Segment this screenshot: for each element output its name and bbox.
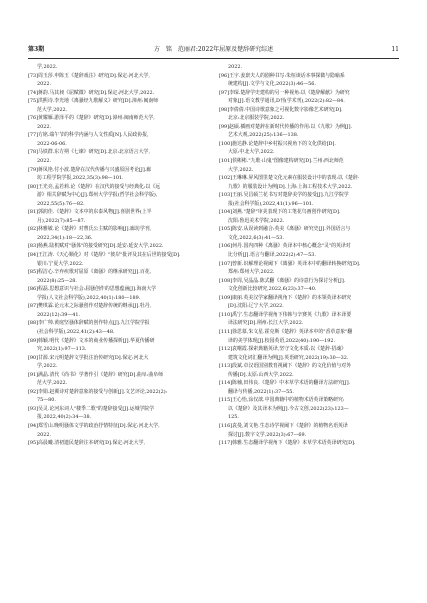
reference-entry-line: [115]王心怡,涂仅歆.中国典籍中的植物术语英译策略研究: — [219, 397, 345, 404]
references-right-column — [219, 63, 399, 448]
reference-entry-line: [110]禹宁.生态翻译学视角下伟韩与辛赛英《九歌》译本译要 — [219, 311, 352, 318]
reference-continuation-line: (社会科学版),2022,41(2):43—48. — [37, 328, 115, 335]
reference-entry-line: [82]林雅敏.论《楚辞》对曹氏公主赋的影响[J].廊坊学刊, — [28, 226, 152, 233]
reference-continuation-line: [D].沈阳:辽宁大学,2022. — [228, 303, 284, 310]
reference-continuation-line: 2022. — [37, 81, 52, 88]
reference-entry-line: [107]曾新.识解理论视阈下《离骚》英译本中的翻译转换研究[D]. — [219, 260, 361, 267]
reference-continuation-line: 游》相关辞赋为中心[J].郑州大学学报(哲学社会科学版), — [37, 192, 158, 199]
reference-continuation-line: 2022. — [37, 158, 52, 165]
reference-entry-line: [101]侯彬彬."九歌·山鬼"图像建构研究[D].兰州:西北师范 — [219, 158, 344, 165]
reference-continuation-line: 文化,2022,6(3):41—53. — [228, 234, 284, 241]
reference-entry-line: [93]吴灵.论河东词人"楼季二歌"的楚辞接受[J].运城学院学 — [28, 405, 155, 412]
reference-continuation-line: 大原:中北大学,2022. — [228, 149, 275, 156]
reference-continuation-line: 文化创新比较研究,2022,6(23):37—40. — [228, 286, 317, 293]
reference-continuation-line: 2022,55(5):76—82. — [37, 200, 85, 207]
reference-entry-line: [95]高晨曦.清初遗民楚辞注本研究[D].保定:河北大学, — [28, 440, 146, 447]
reference-continuation-line: 2022. — [37, 123, 52, 130]
reference-entry-line: [89]韩颖.明代《楚辞》文本的商业传播探析[J].华夏传播研 — [28, 337, 155, 344]
reference-entry-line: [73]周玉莎.申陈玉《楚辞戏注》研究[D].保定:河北大学, — [28, 72, 150, 79]
issue-number: 第3期 — [28, 46, 45, 53]
reference-entry-line: [108]李周,吴晶晶.陈式翻《离骚》的诗意行为探讨分析[J]. — [219, 277, 346, 284]
reference-continuation-line: 以《楚辞》及其译本为例[J].今古文创,2022(23):123— — [228, 405, 349, 412]
reference-continuation-line: 大学,2022. — [228, 166, 254, 173]
reference-entry-line: [85]程洁心.辛弃疾歌对屈原《离骚》的继承研究[J].百花, — [28, 269, 152, 276]
reference-entry-line: [92]李娟.赵翼诗对楚辞意象的接受与创新[J].文艺评论,2022(2): — [28, 388, 168, 395]
running-title: 方 铭 范丽君:2022年屈原及楚辞研究综述 — [153, 46, 274, 53]
reference-continuation-line: 报,2022,40(2):34—38. — [37, 414, 92, 421]
reference-entry-line: [102]王琳琳.屏风图里楚文化元素在服装设计中的表现:以《楚辞· — [219, 175, 360, 182]
reference-entry-line: [100]施达静.论楚辞中乡村振兴视角下的文化供给[D]. — [219, 140, 336, 147]
reference-entry-line: [117]韩雅.生态翻译学视角下《楚辞》本草学术语英译研究[D]. — [219, 440, 356, 447]
reference-continuation-line: 75—80. — [37, 397, 56, 404]
reference-continuation-line: 范大学,2022. — [37, 106, 68, 113]
reference-continuation-line: 2022. — [228, 64, 243, 70]
reference-entry-line: [99]赵硕.插画对楚辞在新时代传播的作用:以《九歌》为例[J]. — [219, 123, 353, 130]
reference-entry-line: [104]刘燕."楚辞"审美表现下的工笔花鸟画创作研究[D]. — [219, 209, 341, 216]
reference-continuation-line: 传播[D].太原:山西大学,2022. — [228, 371, 294, 378]
reference-continuation-line: 九歌》的服装设计为例[D].上海:上海工程技术大学,2022. — [228, 183, 353, 190]
reference-continuation-line: 建筑文化词汇翻译为例[J].英语研究,2022(19):30—32. — [228, 354, 349, 361]
reference-continuation-line: 2022(8):25—28. — [37, 277, 77, 284]
reference-continuation-line: 学,2022. — [37, 64, 58, 70]
reference-continuation-line: 2022-06-06. — [37, 140, 67, 147]
reference-continuation-line: 比分析[J].语言与翻译,2022(2):47—53. — [228, 252, 316, 259]
reference-continuation-line: 探讨[J].数字文学,2022(3):67—69. — [228, 431, 307, 438]
reference-continuation-line: 报(社会科学版),2022,41(1):96—101. — [228, 200, 314, 207]
reference-continuation-line: 统建构[J].文学与文化,2022(3):46—56. — [228, 81, 316, 88]
reference-continuation-line: 译的美学体现[J].校园英语,2022(40):190—192. — [228, 337, 336, 344]
reference-continuation-line: 2022. — [37, 431, 52, 438]
reference-entry-line: [74]蒋韵.马其昶《屈赋微》研究[D].保定:河北大学,2022. — [28, 89, 155, 96]
reference-entry-line: [87]樊琪霖.论元末之际骚创作对楚辞传统的继承[J].牡丹, — [28, 303, 152, 310]
reference-entry-line: [109]康丽.英美汉学家翻译视角下《楚辞》的本领英译本研究 — [219, 294, 352, 301]
header-rule — [28, 58, 399, 59]
reference-continuation-line: 125. — [228, 414, 239, 421]
reference-continuation-line: 2022(12):39—41. — [37, 311, 81, 318]
reference-continuation-line: 学报(人文社会科学版),2022,40(1):180—189. — [37, 294, 141, 301]
reference-entry-line: [94]郑雪山.晚明骚体文学的政治抒情特征[D].保定:河北大学, — [28, 422, 160, 429]
reference-entry-line: [79]蒋凤艳.付小波.楚辞在汉代传播与兴盛原因考论[J].廊 — [28, 166, 152, 173]
reference-entry-line: [83]杨燕.陆机赋对"骚体"的接受研究[D].延安:延安大学,2022. — [28, 243, 164, 250]
reference-continuation-line: 学,2022. — [37, 363, 58, 370]
reference-entry-line: [96]王宇.姜禀夫人的剧种书写:朱桓谈话本事探微与隐喻系 — [219, 72, 345, 79]
running-header — [28, 44, 399, 56]
reference-continuation-line: 月),2022(7):85—87. — [37, 217, 86, 224]
reference-entry-line: [75]洪熙诗.李光地《离骚经九歌解义》研究[D].漳州:闽南师 — [28, 98, 159, 105]
reference-entry-line: [78]马铁群.东方朔《七谏》研究[D].北京:北京语言大学, — [28, 149, 150, 156]
reference-continuation-line: 翻译与传播,2022(1):37—55. — [228, 388, 294, 395]
reference-entry-line: [76]黄耀雁.游泽平的《楚辞》研究[D].漳州:闽南师范大学, — [28, 115, 155, 122]
reference-entry-line: [112]袁曙霞.探索典籍英译,坚守文化本质:以《楚辞·招魂》 — [219, 346, 347, 353]
reference-continuation-line: 译法研究[D].荆州:长江大学,2022. — [228, 320, 304, 327]
reference-entry-line: [88]李广帅.黄庭坚骚体辞赋的创作特点[J].九江学院学报 — [28, 320, 150, 327]
reference-entry-line: [91]满晶.清代《尚书》学著作引《楚辞》研究[D].曲阜:曲阜师 — [28, 371, 164, 378]
reference-entry-line: [113]段斌.卓汉语国别教育视阈下《楚辞》的文化价值与对外 — [219, 363, 352, 370]
reference-entry-line: [77]方铭.端午节的科学内涵与人文性质[N].人民政协报, — [28, 132, 149, 139]
reference-continuation-line: 2022,34(1):18—22,36. — [37, 234, 93, 241]
reference-continuation-line: 艺术大观,2022(25):136—138. — [228, 132, 299, 139]
reference-entry-line: [105]陈安.从误读到融合:英美《离骚》研究史[J].外国语言与 — [219, 226, 351, 233]
reference-entry-line: [103]王丽.吴昌硕兰花书写对楚辞美学的接受[J].九江学院学 — [219, 192, 349, 199]
page-number: 11 — [391, 46, 399, 53]
reference-entry-line: [80]王光亮,孟若莉.论《楚辞》在汉代的接受与经典化:以《远 — [28, 183, 161, 190]
reference-entry-line: [116]袁曼,刘文艳.生态诗学视阈下《楚辞》的植物名语英译 — [219, 422, 348, 429]
reference-entry-line: [84]王江涛.《天心顺化》对《楚辞》"彼岸"批评及其在后世的接受[D]. — [28, 252, 181, 259]
reference-continuation-line: 范大学,2022. — [37, 380, 68, 387]
reference-entry-line: [97]李琛.楚辞学史建构的另一种视角:以《楚辞解献》为研究 — [219, 89, 350, 96]
reference-continuation-line: 对象[J].语文教学通讯,D刊(学术刊),2022(2):82—84. — [228, 98, 345, 105]
references-left-column — [28, 63, 208, 448]
reference-continuation-line: 坊工程学院学报,2022,35(3):98—101. — [37, 175, 124, 182]
reference-continuation-line: 银川:宁夏大学,2022. — [37, 260, 84, 267]
reference-entry-line: [106]何丹.国内四种《离骚》英译本中核心概念"灵"的英译对 — [219, 243, 351, 250]
reference-continuation-line: 究,2022(1):97—113. — [37, 346, 87, 353]
reference-continuation-line: 沈阳:鲁迅美术学院,2022. — [228, 217, 285, 224]
reference-entry-line: [98]李倩倩.中国诗歌意象之可视化数字影像艺术研究[D]. — [219, 106, 343, 113]
reference-entry-line: [111]徐思慕,朱文星.霍克斯《楚辞》英译本中的"香草意象"翻 — [219, 328, 353, 335]
reference-continuation-line: 北京:北京服装学院,2022. — [228, 115, 285, 122]
reference-continuation-line: 郑州:郑州大学,2022. — [228, 269, 275, 276]
reference-entry-line: [81]郭润佳.《楚辞》文本中的东泰风物[J].喜剧世界(上半 — [28, 209, 152, 216]
reference-entry-line: [86]程磊.思想意识与社会:屈骚创作的思想蕴涵[J].海南大学 — [28, 286, 157, 293]
reference-entry-line: [114]陈楠,田伟良.《楚辞》中本草学术语的翻译方法研究[J]. — [219, 380, 351, 387]
reference-entry-line: [90]甘源.宋元明楚辞文学批注治传研究[D].保定:河北大 — [28, 354, 149, 361]
